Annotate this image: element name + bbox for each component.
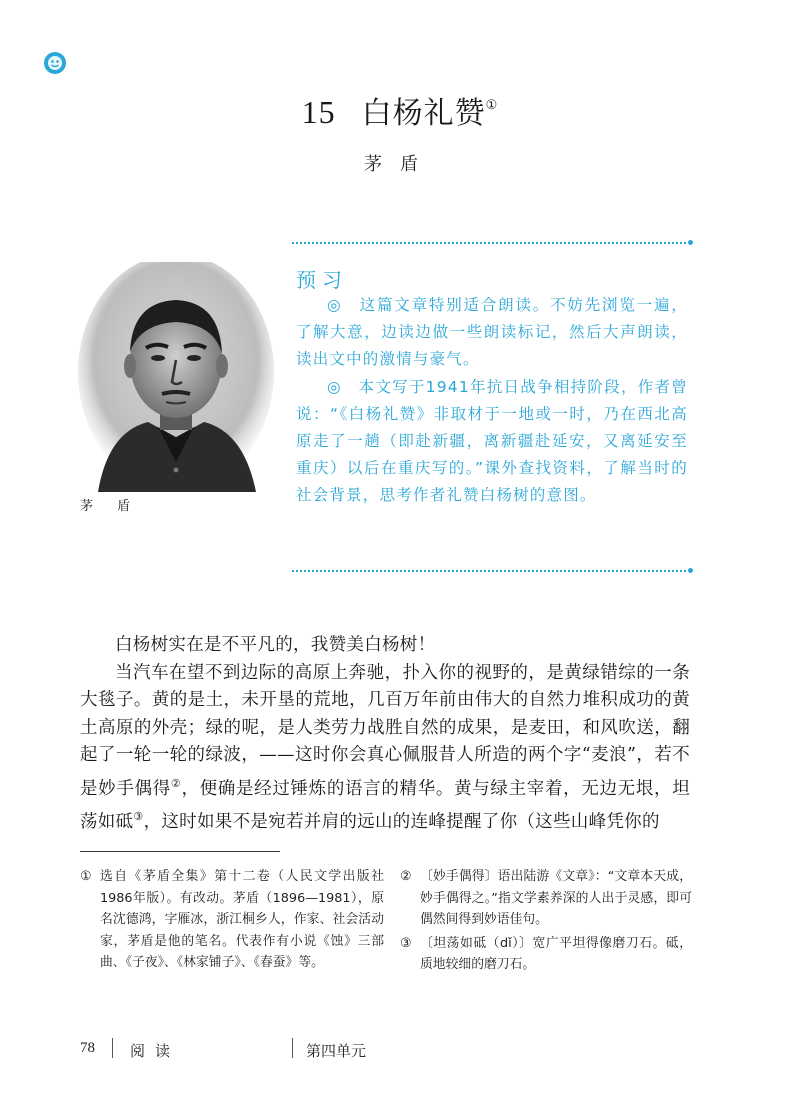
title-footnote-mark[interactable]: ① (485, 98, 499, 113)
footnote-divider (80, 851, 280, 852)
footnotes-right-column (400, 866, 692, 978)
lesson-title (0, 88, 800, 132)
footnote-mark-2[interactable]: ② (170, 776, 182, 790)
footnote-mark: ③ (400, 935, 412, 951)
footnote-text: 选自《茅盾全集》第十二卷（人民文学出版社1986年版）。有改动。茅盾（1896—1981），原名沈德鸿，字雁冰，浙江桐乡人，作家、社会活动家，茅盾是他的笔名。代表作有小说《蚀》三部曲、《子夜》、《林家铺子》、《春蚕》等。 (100, 869, 384, 971)
body-paragraph: 白杨树实在是不平凡的，我赞美白杨树！ (115, 635, 436, 655)
page-number: 78 (80, 1040, 95, 1056)
portrait-caption: 茅 盾 (80, 499, 141, 514)
footnotes-left-column (80, 866, 384, 976)
footnote-mark: ① (80, 869, 92, 884)
preview-paragraph: ◎ 这篇文章特别适合朗读。不妨先浏览一遍，了解大意，边读边做一些朗读标记，然后大声朗读，读出文中的激情与豪气。 (296, 296, 688, 369)
smiley-face-icon (44, 52, 66, 74)
author-name: 茅盾 (364, 154, 436, 175)
footnote-item (80, 866, 384, 974)
preview-bottom-divider (292, 570, 686, 572)
footnote-mark-3[interactable]: ③ (133, 810, 144, 824)
footer-separator (112, 1038, 113, 1058)
footer-separator (292, 1038, 293, 1058)
preview-top-divider (292, 242, 686, 244)
section-name: 阅读 (130, 1042, 181, 1060)
preview-heading: 预习 (296, 268, 348, 292)
footnote-mark: ② (400, 869, 412, 884)
footnote-text: 〔坦荡如砥（dǐ）〕宽广平坦得像磨刀石。砥，质地较细的磨刀石。 (420, 935, 692, 973)
body-paragraph: 当汽车在望不到边际的高原上奔驰，扑入你的视野的，是黄绿错综的一条大毯子。黄的是土，未开垦的荒地，几百万年前由伟大的自然力堆积成功的黄土高原的外壳；绿的呢，是人类劳力战胜自然的成果，是麦田，和风吹送，翻起了一轮一轮的绿波，——这时你会真心佩服昔人所造的两个字“麦浪”，若不是妙手偶得②，便确是经过锤炼的语言的精华。黄与绿主宰着，无边无垠，坦荡如砥③，这时如果不是宛若并肩的远山的连峰提醒了你（这些山峰凭你的 (80, 662, 690, 833)
footnote-text: 〔妙手偶得〕语出陆游《文章》：“文章本天成，妙手偶得之。”指文学素养深的人出于灵感，即可偶然间得到妙语佳句。 (420, 869, 692, 928)
article-body (80, 632, 690, 837)
author-portrait (78, 262, 274, 492)
footnote-item (400, 866, 692, 931)
unit-name: 第四单元 (306, 1042, 367, 1060)
title-text: 白杨礼赞 (361, 96, 486, 131)
preview-box (296, 292, 688, 510)
lesson-number: 15 (301, 94, 336, 130)
footnote-item (400, 933, 692, 976)
preview-paragraph: ◎ 本文写于1941年抗日战争相持阶段，作者曾说：“《白杨礼赞》非取材于一地或一时，乃在西北高原走了一趟（即赴新疆，离新疆赴延安，又离延安至重庆）以后在重庆写的。”课外查找资料，了解当时的社会背景，思考作者礼赞白杨树的意图。 (296, 377, 688, 505)
